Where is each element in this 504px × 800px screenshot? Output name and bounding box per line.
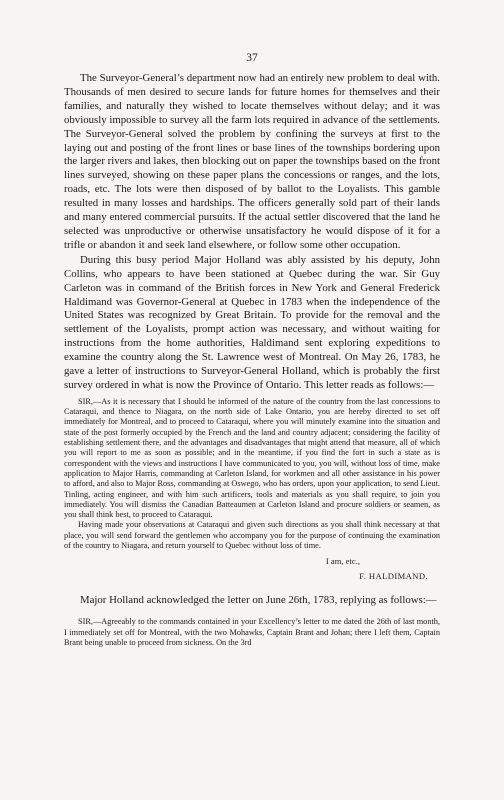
holland-reply-letter [64,617,440,648]
letter-paragraph: SIR,—As it is necessary that I should be informed of the nature of the country from the last concessions to Cataraqui, and thence to Niagara, on the north side of Lake Ontario, you are hereby directed to set off immediately for Montreal, and to proceed to Cataraqui, where you will minutely examine into the situation and state of the post formerly occupied by the French and the land and country adjacent; considering the facility of establishing settlement there, and the advantages and disadvantages that might attend that measure, all of which you will report to me as soon as possible; and in the meantime, if you find the fort in such a state as is correspondent with the views and instructions I have communicated to you, you will, without loss of time, make application to Major Harris, commanding at Carleton Island, for workmen and all other assistance in his power to afford, and also to Major Ross, commanding at Oswego, who has orders, upon your application, to send Lieut. Tinling, acting engineer, and with him such artificers, tools and materials as you shall require, to join you immediately. You will dismiss the Canadian Batteaumen at Carleton Island and procure soldiers or seamen, as you shall think best, to proceed to Cataraqui. [64,396,440,520]
letter-signature: F. HALDIMAND. [359,571,428,582]
page-number: 37 [246,52,258,64]
haldimand-letter [64,397,440,582]
letter-closing: I am, etc., [325,556,360,567]
letter-paragraph: SIR,—Agreeably to the commands contained in your Excellency’s letter to me dated the 26th of last month, I immediately set off for Montreal, with the two Mohawks, Captain Brant and Johan; there I left them, Captain Brant being unable to proceed from sickness. On the 3rd [64,617,440,647]
paragraph-major-holland: During this busy period Major Holland was ably assisted by his deputy, John Collins, who appears to have been stationed at Quebec during the war. Sir Guy Carleton was in command of the British forces in New York and General Frederick Haldimand was Governor-General at Quebec in 1783 when the independence of the United States was recognized by Great Britain. To provide for the removal and the settlement of the Loyalists, prompt action was necessary, and without waiting for instructions from the home authorities, Haldimand sent exploring expeditions to examine the country along the St. Lawrence west of Montreal. On May 26, 1783, he gave a letter of instructions to Surveyor-General Holland, which is probably the first survey ordered in what is now the Province of Ontario. This letter reads as follows:— [64,253,440,391]
paragraph-acknowledgement: Major Holland acknowledged the letter on June 26th, 1783, replying as follows:— [80,594,437,607]
page-body [64,72,440,648]
letter-paragraph: Having made your observations at Cataraqui and given such directions as you shall think necessary at that place, you will send forward the gentlemen who accompany you for the purpose of continuing the examination of the country to Niagara, and return yourself to Quebec without loss of time. [64,520,440,550]
paragraph-surveyor-general: The Surveyor-General’s department now had an entirely new problem to deal with. Thousands of men desired to secure lands for future homes for themselves and their families, and naturally they wished to locate themselves without delay; and it was obviously impossible to survey all the farm lots required in advance of the settlements. The Surveyor-General solved the problem by confining the surveys at first to the laying out and posting of the front lines or base lines of the townships bordering upon the larger rivers and lakes, then blocking out on paper the townships based on the front lines surveyed, showing on these paper plans the concessions or ranges, and the lots, roads, etc. The lots were then disposed of by ballot to the Loyalists. This gamble resulted in many losses and hardships. The officers generally sold part of their lands and many entered commercial pursuits. If the actual settler discovered that the land he selected was unproductive or otherwise unsatisfactory he would dispose of it for a trifle or abandon it and seek land elsewhere, or follow some other occupation. [64,72,440,251]
